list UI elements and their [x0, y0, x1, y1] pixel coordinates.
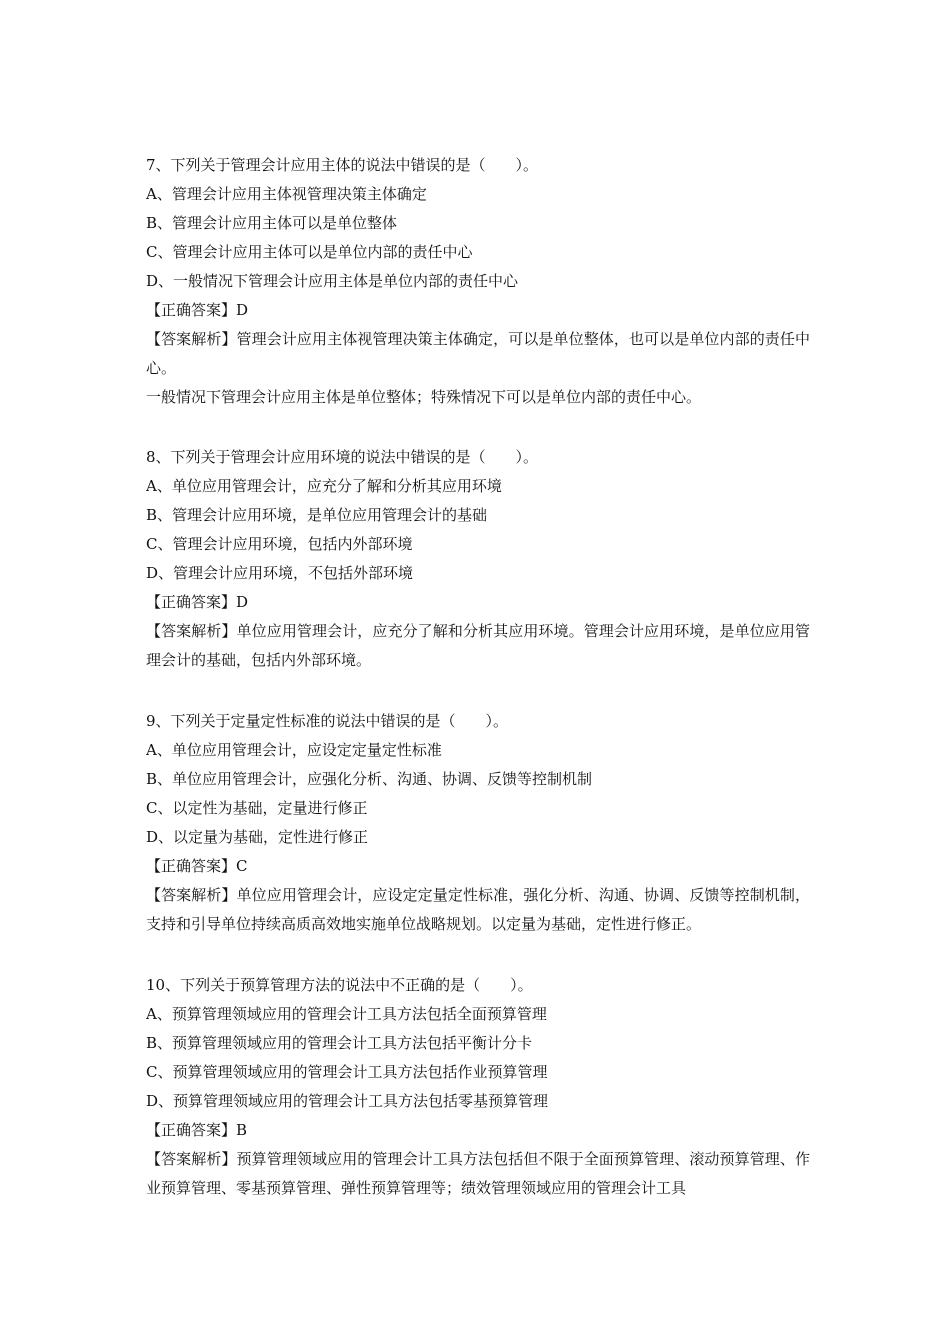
correct-answer: 【正确答案】D	[146, 301, 249, 319]
question-10	[146, 971, 810, 1203]
option-c: C、以定性为基础，定量进行修正	[146, 799, 368, 817]
question-stem: 9、下列关于定量定性标准的说法中错误的是（ ）。	[146, 712, 509, 730]
option-a: A、单位应用管理会计，应设定定量定性标准	[146, 741, 442, 759]
question-stem: 8、下列关于管理会计应用环境的说法中错误的是（ ）。	[146, 448, 539, 466]
question-stem: 7、下列关于管理会计应用主体的说法中错误的是（ ）。	[146, 156, 539, 174]
answer-analysis: 【答案解析】单位应用管理会计，应充分了解和分析其应用环境。管理会计应用环境，是单位应用管理会计的基础，包括内外部环境。	[146, 622, 810, 669]
correct-answer: 【正确答案】B	[146, 1121, 248, 1139]
answer-analysis: 【答案解析】单位应用管理会计，应设定定量定性标准，强化分析、沟通、协调、反馈等控制机制，支持和引导单位持续高质高效地实施单位战略规划。以定量为基础，定性进行修正。	[146, 886, 810, 933]
correct-answer: 【正确答案】D	[146, 593, 249, 611]
question-8	[146, 443, 810, 675]
option-d: D、一般情况下管理会计应用主体是单位内部的责任中心	[146, 272, 519, 290]
question-7	[146, 151, 810, 412]
option-b: B、管理会计应用主体可以是单位整体	[146, 214, 398, 232]
question-stem: 10、下列关于预算管理方法的说法中不正确的是（ ）。	[146, 976, 533, 994]
answer-analysis-extra: 一般情况下管理会计应用主体是单位整体；特殊情况下可以是单位内部的责任中心。	[146, 388, 702, 406]
answer-analysis: 【答案解析】管理会计应用主体视管理决策主体确定，可以是单位整体，也可以是单位内部的责任中心。	[146, 330, 810, 377]
option-d: D、以定量为基础，定性进行修正	[146, 828, 369, 846]
option-c: C、预算管理领域应用的管理会计工具方法包括作业预算管理	[146, 1063, 548, 1081]
correct-answer: 【正确答案】C	[146, 857, 248, 875]
question-9	[146, 707, 810, 939]
option-b: B、管理会计应用环境，是单位应用管理会计的基础	[146, 506, 488, 524]
option-d: D、预算管理领域应用的管理会计工具方法包括零基预算管理	[146, 1092, 549, 1110]
option-a: A、单位应用管理会计，应充分了解和分析其应用环境	[146, 477, 502, 495]
answer-analysis: 【答案解析】预算管理领域应用的管理会计工具方法包括但不限于全面预算管理、滚动预算管理、作业预算管理、零基预算管理、弹性预算管理等；绩效管理领域应用的管理会计工具	[146, 1150, 810, 1197]
option-b: B、预算管理领域应用的管理会计工具方法包括平衡计分卡	[146, 1034, 533, 1052]
option-a: A、预算管理领域应用的管理会计工具方法包括全面预算管理	[146, 1005, 547, 1023]
option-d: D、管理会计应用环境，不包括外部环境	[146, 564, 414, 582]
option-c: C、管理会计应用主体可以是单位内部的责任中心	[146, 243, 473, 261]
option-b: B、单位应用管理会计，应强化分析、沟通、协调、反馈等控制机制	[146, 770, 593, 788]
option-a: A、管理会计应用主体视管理决策主体确定	[146, 185, 427, 203]
option-c: C、管理会计应用环境，包括内外部环境	[146, 535, 413, 553]
